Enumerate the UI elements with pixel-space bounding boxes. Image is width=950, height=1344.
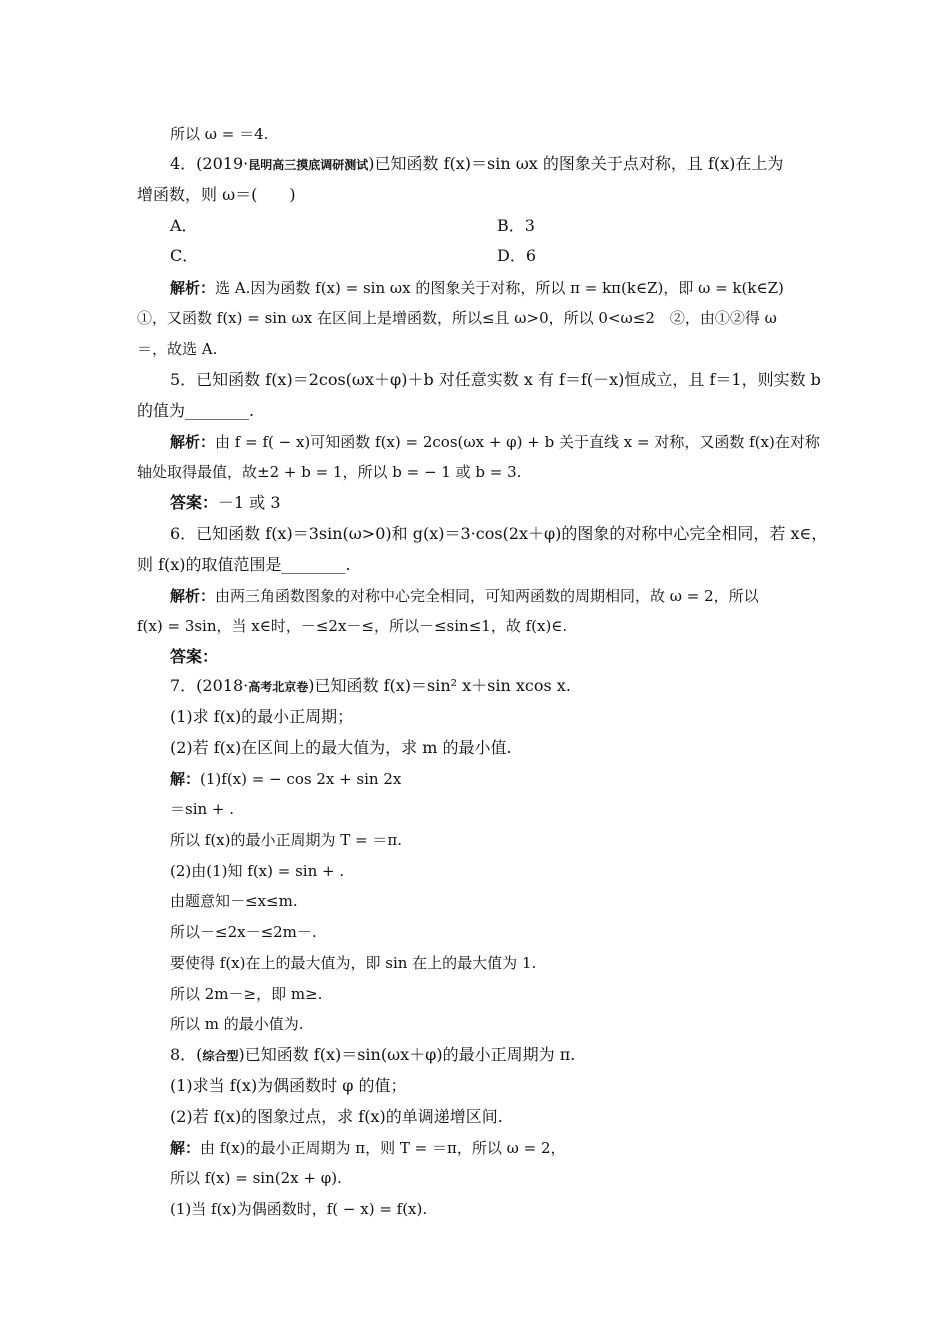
- problem-8-title: 8．(综合型)已知函数 f(x)＝sin(ωx＋φ)的最小正周期为 π.: [170, 1045, 576, 1064]
- solution-7: 解：(1)f(x) = − cos 2x + sin 2x: [170, 770, 402, 788]
- option-d: D．6: [497, 246, 537, 265]
- answer-label: 答案：: [170, 493, 219, 512]
- problem-6-title: 6．已知函数 f(x)＝3sin(ω>0)和 g(x)＝3·cos(2x＋φ)的图象的对称中心完全相同，若 x∈，: [170, 524, 828, 543]
- line-27: (2)由(1)知 f(x) = sin + .: [170, 862, 345, 880]
- line-3: 增函数，则 ω＝( ): [137, 185, 296, 204]
- problem-5-title: 5．已知函数 f(x)＝2cos(ωx＋φ)＋b 对任意实数 x 有 f＝f(－x)恒成立，且 f＝1，则实数 b: [170, 370, 821, 389]
- line-23: (2)若 f(x)在区间上的最大值为，求 m 的最小值.: [170, 738, 512, 757]
- line-38: (1)当 f(x)为偶函数时，f( − x) = f(x).: [170, 1200, 428, 1218]
- problem-4-title: 4．(2019·昆明高三摸底调研测试)已知函数 f(x)＝sin ωx 的图象关于点对称，且 f(x)在上为: [170, 154, 784, 173]
- line-31: 所以 2m－≥，即 m≥.: [170, 985, 323, 1003]
- line-19: f(x) = 3sin，当 x∈时，－≤2x－≤，所以－≤sin≤1，故 f(x)∈.: [137, 617, 568, 635]
- line-32: 所以 m 的最小值为.: [170, 1015, 304, 1033]
- solution-8: 解：由 f(x)的最小正周期为 π，则 T = ＝π，所以 ω = 2，: [170, 1139, 566, 1157]
- line-9: ①，又函数 f(x) = sin ωx 在区间上是增函数，所以≤且 ω>0，所以 0<ω≤2 ②，由①②得 ω: [137, 309, 777, 327]
- analysis-4: 解析：选 A.因为函数 f(x) = sin ωx 的图象关于对称，所以 π = kπ(k∈Z)，即 ω = k(k∈Z): [170, 279, 784, 297]
- line-14: 轴处取得最值，故±2 + b = 1，所以 b = − 1 或 b = 3.: [137, 463, 522, 481]
- analysis-5: 解析：由 f = f( − x)可知函数 f(x) = 2cos(ωx + φ) + b 关于直线 x = 对称，又函数 f(x)在对称: [170, 433, 820, 451]
- problem-7-title: 7．(2018·高考北京卷)已知函数 f(x)＝sin² x＋sin xcos x.: [170, 676, 571, 695]
- line-22: (1)求 f(x)的最小正周期；: [170, 707, 354, 726]
- analysis-6: 解析：由两三角函数图象的对称中心完全相同，可知两函数的周期相同，故 ω = 2，所以: [170, 587, 759, 605]
- line-10: ＝，故选 A.: [137, 340, 218, 358]
- source-tag: 昆明高三摸底调研测试: [248, 158, 369, 172]
- line-17: 则 f(x)的取值范围是________.: [137, 555, 351, 574]
- analysis-label: 解析：: [170, 587, 216, 605]
- answer-6: [170, 647, 218, 667]
- line-26: 所以 f(x)的最小正周期为 T = ＝π.: [170, 831, 402, 849]
- line-29: 所以－≤2x－≤2m－.: [170, 923, 317, 941]
- solution-label: 解：: [170, 1139, 201, 1157]
- analysis-label: 解析：: [170, 433, 216, 451]
- option-a: A．: [170, 216, 198, 235]
- line-28: 由题意知－≤x≤m.: [170, 892, 298, 910]
- solution-label: 解：: [170, 770, 201, 788]
- answer-label: 答案：: [170, 647, 219, 666]
- line-30: 要使得 f(x)在上的最大值为，即 sin 在上的最大值为 1.: [170, 954, 537, 972]
- source-tag: 综合型: [202, 1049, 239, 1063]
- line-35: (2)若 f(x)的图象过点，求 f(x)的单调递增区间.: [170, 1107, 503, 1126]
- line-12: 的值为________.: [137, 401, 255, 420]
- line-1: 所以 ω = ＝4.: [170, 125, 269, 143]
- answer-5: 答案：－1 或 3: [170, 493, 281, 512]
- line-34: (1)求当 f(x)为偶函数时 φ 的值；: [170, 1076, 407, 1095]
- line-25: ＝sin + .: [170, 800, 235, 818]
- line-37: 所以 f(x) = sin(2x + φ).: [170, 1169, 342, 1187]
- source-tag: 高考北京卷: [248, 680, 309, 694]
- option-b: B．3: [497, 216, 535, 235]
- option-c: C．: [170, 246, 199, 265]
- analysis-label: 解析：: [170, 279, 216, 297]
